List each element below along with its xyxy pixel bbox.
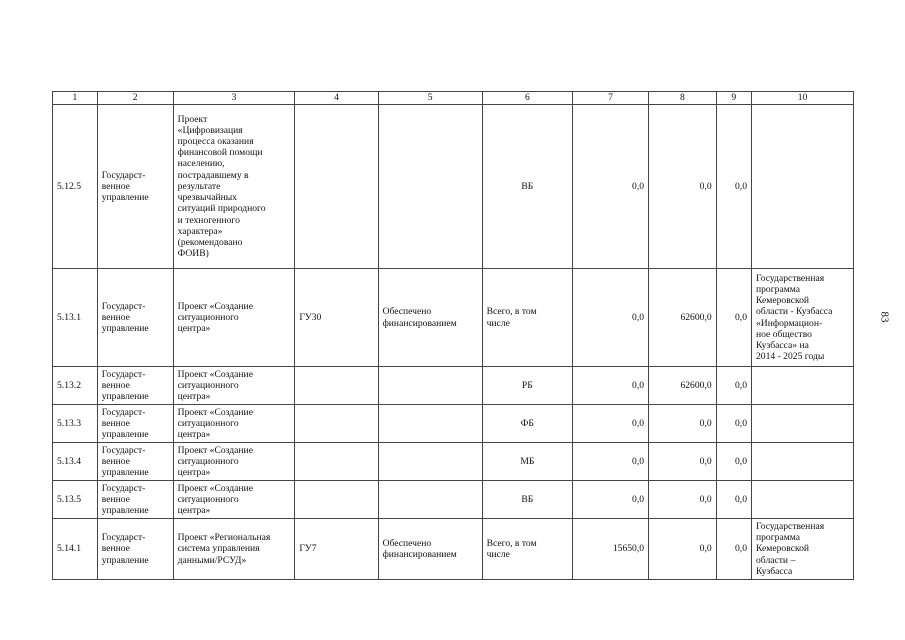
row-category: Государст- венное управление bbox=[101, 300, 149, 335]
row-program: Государственная программа Кемеровской области - Кузбасса «Информацион- ное общество Кузбасса» на 2014 - 2025 годы bbox=[756, 272, 833, 363]
row-status: Обеспечено финансированием bbox=[382, 537, 457, 560]
row-id: 5.13.4 bbox=[53, 443, 98, 481]
row-category: Государст- венное управление bbox=[101, 444, 149, 479]
table-row bbox=[53, 105, 854, 269]
row-value-1: 0,0 bbox=[573, 269, 649, 367]
row-source: МБ bbox=[520, 455, 535, 467]
row-value-3: 0,0 bbox=[716, 405, 751, 443]
header-cell: 4 bbox=[295, 92, 378, 105]
row-program: Государственная программа Кемеровской области – Кузбасса bbox=[756, 520, 825, 577]
row-value-2: 0,0 bbox=[649, 481, 717, 519]
table-row bbox=[53, 481, 854, 519]
row-value-2: 0,0 bbox=[649, 519, 717, 580]
table-row bbox=[53, 519, 854, 580]
row-project: Проект «Создание ситуационного центра» bbox=[177, 482, 253, 517]
table-row bbox=[53, 443, 854, 481]
row-value-2: 0,0 bbox=[649, 405, 717, 443]
row-value-2: 0,0 bbox=[649, 443, 717, 481]
row-value-1: 0,0 bbox=[573, 405, 649, 443]
row-value-1: 0,0 bbox=[573, 105, 649, 269]
row-value-3: 0,0 bbox=[716, 519, 751, 580]
row-category: Государст- венное управление bbox=[101, 406, 149, 441]
header-cell: 6 bbox=[482, 92, 573, 105]
row-value-3: 0,0 bbox=[716, 367, 751, 405]
header-cell: 1 bbox=[53, 92, 98, 105]
row-code: ГУ7 bbox=[299, 543, 317, 555]
header-cell: 3 bbox=[173, 92, 295, 105]
header-cell: 7 bbox=[573, 92, 649, 105]
header-cell: 8 bbox=[649, 92, 717, 105]
row-project: Проект «Цифровизация процесса оказания финансовой помощи населению, пострадавшему в результате чрезвычайных ситуаций природного и техногенного характера» (рекомендовано ФОИВ) bbox=[177, 113, 266, 260]
row-project: Проект «Создание ситуационного центра» bbox=[177, 300, 253, 335]
row-id: 5.13.2 bbox=[53, 367, 98, 405]
table-row bbox=[53, 269, 854, 367]
header-cell: 10 bbox=[752, 92, 854, 105]
row-value-3: 0,0 bbox=[716, 443, 751, 481]
row-source: Всего, в том числе bbox=[486, 537, 537, 560]
row-value-3: 0,0 bbox=[716, 269, 751, 367]
row-value-1: 0,0 bbox=[573, 367, 649, 405]
row-id: 5.13.5 bbox=[53, 481, 98, 519]
row-code: ГУ30 bbox=[299, 311, 322, 323]
row-id: 5.13.3 bbox=[53, 405, 98, 443]
header-cell: 2 bbox=[97, 92, 173, 105]
data-table bbox=[52, 91, 854, 580]
row-project: Проект «Региональная система управления данными/РСУД» bbox=[177, 532, 271, 566]
row-project: Проект «Создание ситуационного центра» bbox=[177, 368, 253, 403]
row-id: 5.14.1 bbox=[53, 519, 98, 580]
row-id: 5.12.5 bbox=[53, 105, 98, 269]
table-row bbox=[53, 405, 854, 443]
row-value-1: 15650,0 bbox=[573, 519, 649, 580]
row-value-3: 0,0 bbox=[716, 481, 751, 519]
header-cell: 5 bbox=[378, 92, 482, 105]
row-status: Обеспечено финансированием bbox=[382, 306, 457, 329]
row-value-2: 0,0 bbox=[649, 105, 717, 269]
row-id: 5.13.1 bbox=[53, 269, 98, 367]
page-number: 83 bbox=[878, 311, 891, 323]
row-source: РБ bbox=[521, 379, 533, 391]
row-category: Государст- венное управление bbox=[101, 532, 149, 566]
row-value-2: 62600,0 bbox=[649, 367, 717, 405]
header-cell: 9 bbox=[716, 92, 751, 105]
row-source: ВБ bbox=[521, 180, 534, 192]
row-value-1: 0,0 bbox=[573, 443, 649, 481]
row-project: Проект «Создание ситуационного центра» bbox=[177, 444, 253, 479]
row-project: Проект «Создание ситуационного центра» bbox=[177, 406, 253, 441]
row-category: Государст- венное управление bbox=[101, 482, 149, 517]
row-category: Государст- венное управление bbox=[101, 368, 149, 403]
row-value-2: 62600,0 bbox=[649, 269, 717, 367]
row-category: Государст- венное управление bbox=[101, 169, 149, 204]
header-row bbox=[53, 92, 854, 105]
row-source: ФБ bbox=[520, 417, 534, 429]
row-value-3: 0,0 bbox=[716, 105, 751, 269]
row-source: ВБ bbox=[521, 493, 534, 505]
table-row bbox=[53, 367, 854, 405]
row-source: Всего, в том числе bbox=[486, 306, 537, 329]
row-value-1: 0,0 bbox=[573, 481, 649, 519]
